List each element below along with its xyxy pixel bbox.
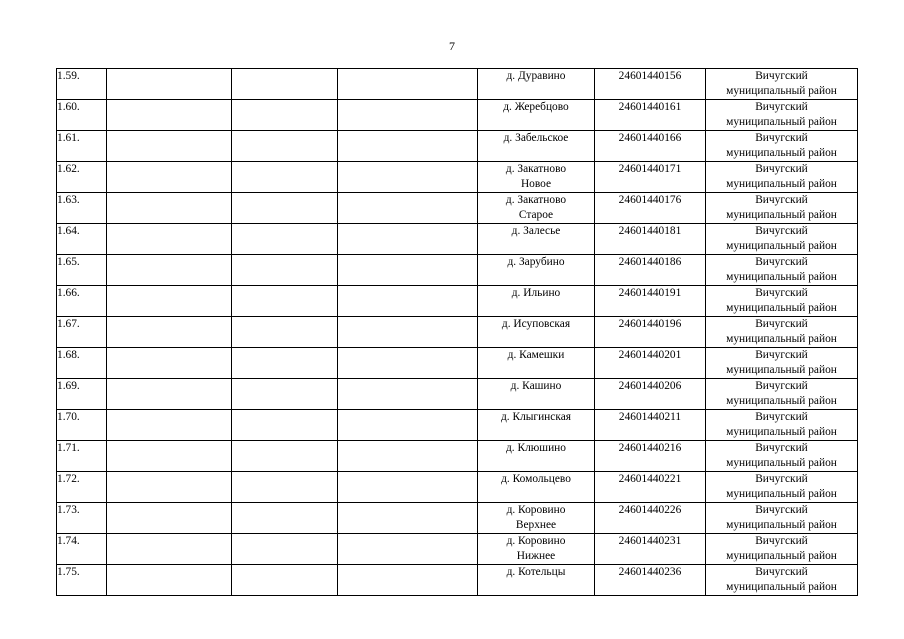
row-number: 1.70. (57, 411, 80, 423)
oktmo-code-cell (595, 193, 706, 224)
settlement-name-cont: Старое (518, 209, 554, 221)
empty-cell (232, 317, 338, 348)
settlement-cell (478, 69, 595, 100)
district-cell (706, 348, 858, 379)
settlement-cell (478, 410, 595, 441)
row-number-cell (57, 224, 107, 255)
settlement-cell (478, 255, 595, 286)
table-row (57, 286, 858, 317)
row-number-cell (57, 441, 107, 472)
table-row (57, 441, 858, 472)
table-row (57, 255, 858, 286)
empty-cell (232, 379, 338, 410)
empty-cell (107, 100, 232, 131)
empty-cell (338, 348, 478, 379)
settlement-cell (478, 317, 595, 348)
district-cell (706, 565, 858, 596)
oktmo-code-cell (595, 441, 706, 472)
district-name: Вичугский (755, 349, 808, 361)
settlement-name: д. Кашино (510, 380, 562, 392)
settlement-name: д. Исуповская (501, 318, 571, 330)
empty-cell (107, 131, 232, 162)
oktmo-code-cell (595, 503, 706, 534)
empty-cell (107, 565, 232, 596)
empty-cell (338, 100, 478, 131)
empty-cell (107, 379, 232, 410)
settlement-name: д. Залесье (511, 225, 561, 237)
settlement-cell (478, 503, 595, 534)
row-number-cell (57, 317, 107, 348)
settlement-cell (478, 193, 595, 224)
oktmo-code-cell (595, 69, 706, 100)
empty-cell (232, 69, 338, 100)
oktmo-code-cell (595, 131, 706, 162)
district-cell (706, 100, 858, 131)
empty-cell (107, 472, 232, 503)
district-type: муниципальный район (726, 488, 837, 500)
district-cell (706, 131, 858, 162)
empty-cell (232, 224, 338, 255)
row-number: 1.69. (57, 380, 80, 392)
settlement-cell (478, 565, 595, 596)
table-body (57, 69, 858, 596)
table-row (57, 534, 858, 565)
oktmo-code-cell (595, 534, 706, 565)
district-name: Вичугский (755, 504, 808, 516)
empty-cell (232, 565, 338, 596)
oktmo-code-cell (595, 410, 706, 441)
oktmo-code-cell (595, 100, 706, 131)
empty-cell (107, 193, 232, 224)
settlement-name: д. Котельцы (506, 566, 566, 578)
settlement-cell (478, 162, 595, 193)
row-number-cell (57, 162, 107, 193)
district-type: муниципальный район (726, 395, 837, 407)
district-cell (706, 410, 858, 441)
settlement-cell (478, 100, 595, 131)
district-cell (706, 534, 858, 565)
page-number: 7 (449, 39, 455, 53)
empty-cell (107, 534, 232, 565)
settlement-cell (478, 286, 595, 317)
row-number-cell (57, 69, 107, 100)
settlement-cell (478, 224, 595, 255)
empty-cell (338, 286, 478, 317)
oktmo-code: 24601440206 (618, 380, 682, 392)
table-row (57, 193, 858, 224)
settlements-table (56, 68, 858, 596)
settlement-cell (478, 441, 595, 472)
empty-cell (338, 503, 478, 534)
settlement-name: д. Клюшино (506, 442, 566, 454)
empty-cell (107, 224, 232, 255)
district-name: Вичугский (755, 101, 808, 113)
oktmo-code: 24601440181 (618, 225, 682, 237)
row-number-cell (57, 131, 107, 162)
oktmo-code: 24601440166 (618, 132, 682, 144)
settlement-name-cont: Верхнее (515, 519, 557, 531)
district-cell (706, 193, 858, 224)
settlement-name: д. Зарубино (507, 256, 565, 268)
oktmo-code-cell (595, 255, 706, 286)
empty-cell (338, 565, 478, 596)
empty-cell (232, 255, 338, 286)
empty-cell (338, 255, 478, 286)
empty-cell (338, 441, 478, 472)
empty-cell (107, 286, 232, 317)
row-number: 1.68. (57, 349, 80, 361)
district-type: муниципальный район (726, 333, 837, 345)
district-type: муниципальный район (726, 550, 837, 562)
settlement-cell (478, 348, 595, 379)
table-row (57, 317, 858, 348)
oktmo-code-cell (595, 224, 706, 255)
settlement-cell (478, 379, 595, 410)
district-name: Вичугский (755, 380, 808, 392)
row-number-cell (57, 348, 107, 379)
empty-cell (338, 410, 478, 441)
district-name: Вичугский (755, 535, 808, 547)
row-number-cell (57, 255, 107, 286)
empty-cell (232, 410, 338, 441)
settlement-name: д. Ильино (511, 287, 561, 299)
district-name: Вичугский (755, 473, 808, 485)
district-name: Вичугский (755, 225, 808, 237)
empty-cell (338, 317, 478, 348)
district-cell (706, 503, 858, 534)
district-cell (706, 286, 858, 317)
oktmo-code-cell (595, 565, 706, 596)
empty-cell (338, 534, 478, 565)
district-cell (706, 472, 858, 503)
district-name: Вичугский (755, 287, 808, 299)
empty-cell (107, 503, 232, 534)
settlement-name-cont: Новое (520, 178, 552, 190)
oktmo-code: 24601440216 (618, 442, 682, 454)
oktmo-code-cell (595, 379, 706, 410)
district-type: муниципальный район (726, 519, 837, 531)
settlement-cell (478, 472, 595, 503)
row-number: 1.62. (57, 163, 80, 175)
district-type: муниципальный район (726, 147, 837, 159)
row-number: 1.61. (57, 132, 80, 144)
district-type: муниципальный район (726, 240, 837, 252)
settlement-cell (478, 131, 595, 162)
row-number: 1.72. (57, 473, 80, 485)
empty-cell (232, 100, 338, 131)
settlement-name: д. Коровино (506, 504, 566, 516)
empty-cell (232, 472, 338, 503)
settlement-name: д. Камешки (507, 349, 565, 361)
table-row (57, 379, 858, 410)
district-type: муниципальный район (726, 426, 837, 438)
settlement-name: д. Коровино (506, 535, 566, 547)
district-cell (706, 162, 858, 193)
row-number: 1.74. (57, 535, 80, 547)
empty-cell (232, 503, 338, 534)
empty-cell (232, 441, 338, 472)
empty-cell (338, 224, 478, 255)
district-type: муниципальный район (726, 364, 837, 376)
empty-cell (232, 286, 338, 317)
settlement-name-cont: Нижнее (516, 550, 556, 562)
table-row (57, 472, 858, 503)
district-name: Вичугский (755, 194, 808, 206)
empty-cell (232, 131, 338, 162)
table-row (57, 100, 858, 131)
empty-cell (107, 162, 232, 193)
row-number: 1.66. (57, 287, 80, 299)
row-number: 1.67. (57, 318, 80, 330)
oktmo-code-cell (595, 317, 706, 348)
row-number-cell (57, 286, 107, 317)
oktmo-code: 24601440196 (618, 318, 682, 330)
oktmo-code: 24601440176 (618, 194, 682, 206)
district-type: муниципальный район (726, 116, 837, 128)
district-type: муниципальный район (726, 302, 837, 314)
district-name: Вичугский (755, 442, 808, 454)
district-name: Вичугский (755, 318, 808, 330)
table-row (57, 224, 858, 255)
row-number-cell (57, 379, 107, 410)
empty-cell (107, 410, 232, 441)
empty-cell (232, 348, 338, 379)
oktmo-code-cell (595, 472, 706, 503)
row-number-cell (57, 472, 107, 503)
row-number: 1.73. (57, 504, 80, 516)
settlement-name: д. Дуравино (506, 70, 566, 82)
empty-cell (107, 255, 232, 286)
settlement-name: д. Забельское (503, 132, 569, 144)
oktmo-code: 24601440201 (618, 349, 682, 361)
district-cell (706, 255, 858, 286)
settlement-name: д. Закатново (505, 163, 567, 175)
table-row (57, 131, 858, 162)
row-number-cell (57, 100, 107, 131)
district-cell (706, 441, 858, 472)
row-number: 1.75. (57, 566, 80, 578)
oktmo-code-cell (595, 348, 706, 379)
empty-cell (107, 441, 232, 472)
empty-cell (338, 69, 478, 100)
settlement-name: д. Клыгинская (500, 411, 571, 423)
district-cell (706, 317, 858, 348)
table-row (57, 565, 858, 596)
oktmo-code-cell (595, 162, 706, 193)
empty-cell (338, 131, 478, 162)
row-number: 1.59. (57, 70, 80, 82)
row-number-cell (57, 503, 107, 534)
empty-cell (338, 379, 478, 410)
district-name: Вичугский (755, 566, 808, 578)
settlement-name: д. Жеребцово (503, 101, 569, 113)
settlement-name: д. Закатново (505, 194, 567, 206)
district-type: муниципальный район (726, 209, 837, 221)
empty-cell (338, 193, 478, 224)
empty-cell (107, 69, 232, 100)
oktmo-code: 24601440171 (618, 163, 682, 175)
table-row (57, 348, 858, 379)
empty-cell (107, 317, 232, 348)
district-name: Вичугский (755, 132, 808, 144)
oktmo-code: 24601440211 (618, 411, 682, 423)
oktmo-code: 24601440231 (618, 535, 682, 547)
district-name: Вичугский (755, 256, 808, 268)
row-number-cell (57, 534, 107, 565)
oktmo-code: 24601440161 (618, 101, 682, 113)
empty-cell (232, 162, 338, 193)
oktmo-code: 24601440186 (618, 256, 682, 268)
district-name: Вичугский (755, 163, 808, 175)
row-number-cell (57, 410, 107, 441)
table-row (57, 503, 858, 534)
row-number: 1.71. (57, 442, 80, 454)
district-name: Вичугский (755, 411, 808, 423)
oktmo-code: 24601440226 (618, 504, 682, 516)
row-number: 1.60. (57, 101, 80, 113)
district-cell (706, 224, 858, 255)
district-name: Вичугский (755, 70, 808, 82)
district-type: муниципальный район (726, 178, 837, 190)
settlement-cell (478, 534, 595, 565)
row-number: 1.65. (57, 256, 80, 268)
row-number: 1.64. (57, 225, 80, 237)
oktmo-code: 24601440156 (618, 70, 682, 82)
empty-cell (338, 162, 478, 193)
district-cell (706, 379, 858, 410)
district-type: муниципальный район (726, 85, 837, 97)
settlement-name: д. Комольцево (501, 473, 571, 485)
empty-cell (232, 193, 338, 224)
row-number-cell (57, 193, 107, 224)
table-row (57, 410, 858, 441)
row-number: 1.63. (57, 194, 80, 206)
oktmo-code: 24601440221 (618, 473, 682, 485)
empty-cell (107, 348, 232, 379)
oktmo-code: 24601440191 (618, 287, 682, 299)
district-type: муниципальный район (726, 457, 837, 469)
oktmo-code-cell (595, 286, 706, 317)
oktmo-code: 24601440236 (618, 566, 682, 578)
row-number-cell (57, 565, 107, 596)
district-type: муниципальный район (726, 581, 837, 593)
empty-cell (232, 534, 338, 565)
district-cell (706, 69, 858, 100)
empty-cell (338, 472, 478, 503)
district-type: муниципальный район (726, 271, 837, 283)
table-row (57, 162, 858, 193)
table-row (57, 69, 858, 100)
